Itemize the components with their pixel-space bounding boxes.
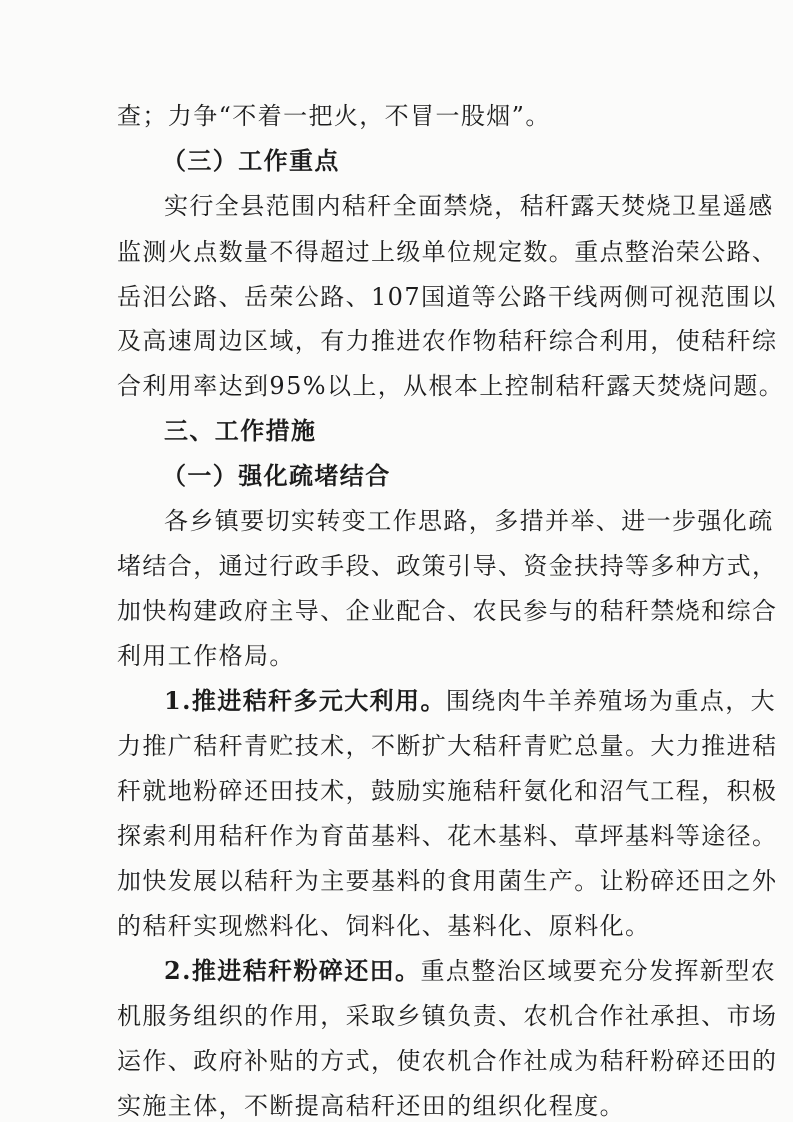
text-line: 加快发展以秸秆为主要基料的食用菌生产。让粉碎还田之外 (117, 867, 778, 895)
text-line: 利用工作格局。 (117, 642, 295, 670)
text-line: 力推广秸秆青贮技术，不断扩大秸秆青贮总量。大力推进秸 (117, 732, 778, 760)
text-line: 秆就地粉碎还田技术，鼓励实施秸秆氨化和沼气工程，积极 (117, 777, 778, 805)
section-heading-measures: 三、工作措施 (164, 416, 317, 445)
text-line: 堵结合，通过行政手段、政策引导、资金扶持等多种方式， (117, 552, 778, 580)
text-line: 实施主体，不断提高秸秆还田的组织化程度。 (117, 1092, 625, 1120)
subheading-work-focus: （三）工作重点 (162, 146, 340, 175)
text-line: 机服务组织的作用，采取乡镇负责、农机合作社承担、市场 (117, 1002, 778, 1030)
lead-utilization: 1.推进秸秆多元大利用。 (164, 686, 446, 715)
text-line: 探索利用秸秆作为育苗基料、花木基料、草坪基料等途径。 (117, 822, 778, 850)
lead-returning-field: 2.推进秸秆粉碎还田。 (164, 956, 421, 985)
text-line: 岳汨公路、岳荣公路、107国道等公路干线两侧可视范围以 (117, 283, 777, 311)
text-line: 加快构建政府主导、企业配合、农民参与的秸秆禁烧和综合 (117, 597, 778, 625)
text-line: 及高速周边区域，有力推进农作物秸秆综合利用，使秸秆综 (117, 327, 778, 355)
text-line: 实行全县范围内秸秆全面禁烧，秸秆露天焚烧卫星遥感 (164, 192, 774, 220)
paragraph-2-first-line: 2.推进秸秆粉碎还田。重点整治区域要充分发挥新型农 (164, 956, 777, 985)
text-line: 查；力争“不着一把火，不冒一股烟”。 (117, 102, 551, 130)
subheading-combine: （一）强化疏堵结合 (162, 461, 391, 490)
text-line: 合利用率达到95%以上，从根本上控制秸秆露天焚烧问题。 (117, 372, 785, 400)
text-line: 监测火点数量不得超过上级单位规定数。重点整治荣公路、 (117, 238, 778, 266)
paragraph-1-first-line: 1.推进秸秆多元大利用。围绕肉牛羊养殖场为重点，大 (164, 686, 777, 715)
text-line: 运作、政府补贴的方式，使农机合作社成为秸秆粉碎还田的 (117, 1047, 778, 1075)
text-line: 各乡镇要切实转变工作思路，多措并举、进一步强化疏 (164, 507, 774, 535)
text-line: 的秸秆实现燃料化、饲料化、基料化、原料化。 (117, 912, 651, 940)
